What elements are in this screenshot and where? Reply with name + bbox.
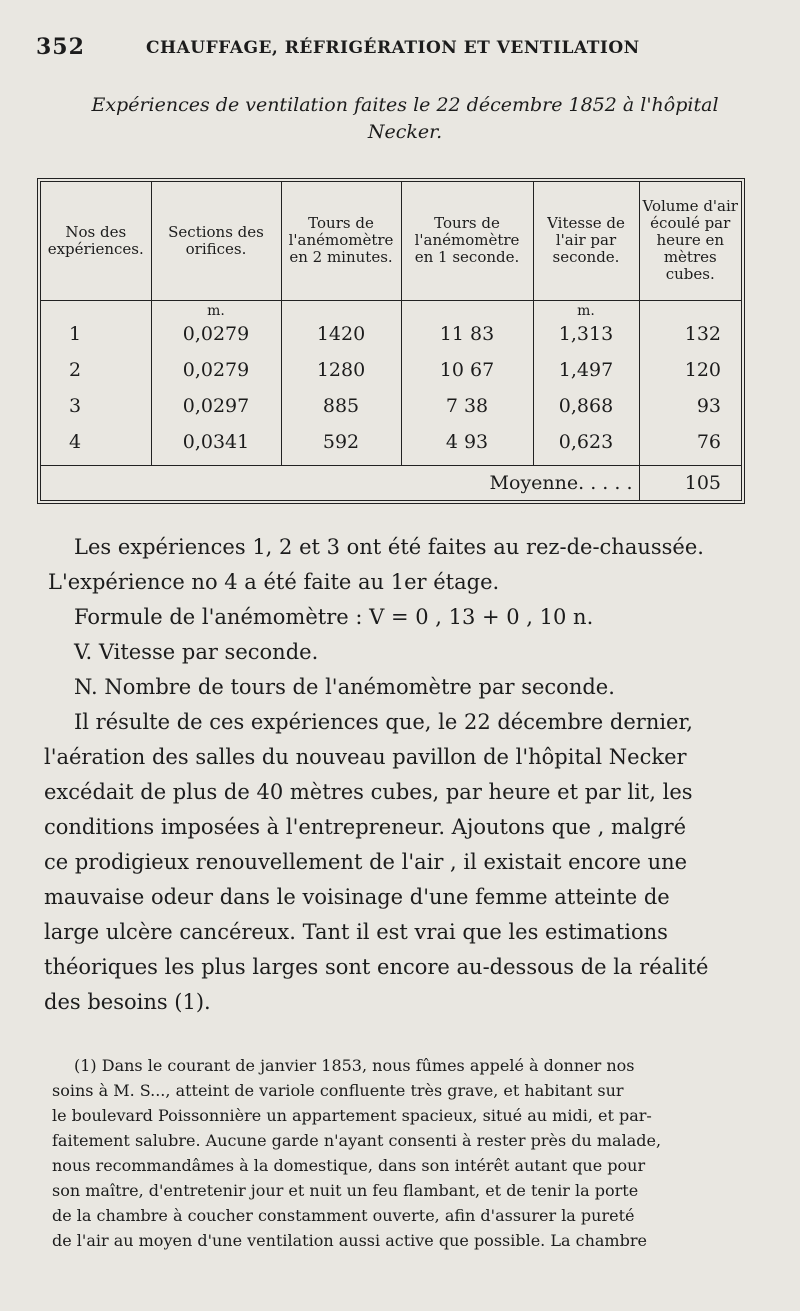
table-cell: 0,0341	[151, 429, 281, 466]
header-orifice-sections: Sections des orifices.	[151, 182, 281, 300]
table-cell: 1280	[281, 357, 401, 393]
table-cell: 2	[41, 357, 151, 393]
paragraph-line: excédait de plus de 40 mètres cubes, par heure et par lit, les	[44, 780, 693, 804]
paragraph-line: théoriques les plus larges sont encore au-dessous de la réalité	[44, 955, 709, 979]
paragraph-line: des besoins (1).	[44, 990, 211, 1014]
caption-line-1: Expériences de ventilation faites le 22 décembre 1852 à l'hôpital	[91, 94, 719, 116]
table-cell: 1,497	[533, 357, 639, 393]
table-cell: 592	[281, 429, 401, 466]
paragraph-line: mauvaise odeur dans le voisinage d'une femme atteinte de	[44, 885, 670, 909]
unit-cell: m.	[533, 300, 639, 321]
table-row	[41, 321, 741, 357]
table-cell: 11 83	[401, 321, 533, 357]
header-turns-2-minutes: Tours de l'anémomètre en 2 minutes.	[281, 182, 401, 300]
table-cell: 1,313	[533, 321, 639, 357]
footnote-line: faitement salubre. Aucune garde n'ayant consenti à rester près du malade,	[52, 1131, 662, 1150]
paragraph-line: l'aération des salles du nouveau pavillon de l'hôpital Necker	[44, 745, 687, 769]
caption-line-2: Necker.	[367, 121, 443, 143]
note-line-2: L'expérience no 4 a été faite au 1er étage.	[48, 570, 500, 594]
notes-block	[48, 530, 754, 705]
table-cell: 4	[41, 429, 151, 466]
header-air-volume: Volume d'air écoulé par heure en mètres cubes.	[639, 182, 741, 300]
table-cell: 1420	[281, 321, 401, 357]
table-cell: 120	[684, 358, 721, 381]
table-cell: 0,623	[533, 429, 639, 466]
header-turns-1-second: Tours de l'anémomètre en 1 seconde.	[401, 182, 533, 300]
table-cell: 76	[696, 430, 721, 453]
table-cell: 885	[281, 393, 401, 429]
table-cell: 7 38	[401, 393, 533, 429]
footnote-line: soins à M. S..., atteint de variole confluente très grave, et habitant sur	[52, 1081, 624, 1100]
footnote-line: nous recommandâmes à la domestique, dans son intérêt autant que pour	[52, 1156, 646, 1175]
table-cell: 3	[41, 393, 151, 429]
footnote-line: de la chambre à coucher constamment ouverte, afin d'assurer la pureté	[52, 1206, 635, 1225]
footnote-line: de l'air au moyen d'une ventilation aussi active que possible. La chambre	[52, 1231, 647, 1250]
table-cell: 0,0297	[151, 393, 281, 429]
average-row	[41, 466, 741, 501]
footnote	[52, 1053, 766, 1253]
table-cell: 93	[696, 394, 721, 417]
note-line-1: Les expériences 1, 2 et 3 ont été faites au rez-de-chaussée.	[74, 535, 704, 559]
table-row	[41, 357, 741, 393]
footnote-line: son maître, d'entretenir jour et nuit un feu flambant, et de tenir la porte	[52, 1181, 639, 1200]
body-paragraph	[44, 705, 756, 1020]
note-line-5: N. Nombre de tours de l'anémomètre par seconde.	[74, 675, 615, 699]
header-experiment-number: Nos des expériences.	[41, 182, 151, 300]
note-line-3: Formule de l'anémomètre : V = 0 , 13 + 0 , 10 n.	[74, 605, 594, 629]
table-cell: 1	[41, 321, 151, 357]
table-caption	[40, 92, 770, 146]
table-row	[41, 429, 741, 466]
unit-cell: m.	[151, 300, 281, 321]
running-title: CHAUFFAGE, RÉFRIGÉRATION ET VENTILATION	[146, 38, 640, 58]
unit-cell	[401, 300, 533, 321]
table-cell: 0,0279	[151, 357, 281, 393]
table-cell: 132	[684, 322, 721, 345]
unit-cell	[281, 300, 401, 321]
page-header	[28, 34, 768, 64]
experiments-table	[37, 178, 745, 504]
table-cell: 4 93	[401, 429, 533, 466]
paragraph-line: Il résulte de ces expériences que, le 22 décembre dernier,	[74, 710, 693, 734]
average-label: Moyenne. . . . .	[401, 466, 639, 501]
table-cell: 0,868	[533, 393, 639, 429]
table-cell: 10 67	[401, 357, 533, 393]
footnote-line: (1) Dans le courant de janvier 1853, nous fûmes appelé à donner nos	[74, 1056, 635, 1075]
footnote-line: le boulevard Poissonnière un appartement spacieux, situé au midi, et par-	[52, 1106, 652, 1125]
table-cell: 0,0279	[151, 321, 281, 357]
note-line-4: V. Vitesse par seconde.	[74, 640, 319, 664]
average-value: 105	[639, 466, 741, 501]
paragraph-line: conditions imposées à l'entrepreneur. Ajoutons que , malgré	[44, 815, 687, 839]
paragraph-line: large ulcère cancéreux. Tant il est vrai que les estimations	[44, 920, 668, 944]
unit-cell	[41, 300, 151, 321]
paragraph-line: ce prodigieux renouvellement de l'air , il existait encore une	[44, 850, 688, 874]
header-air-speed: Vitesse de l'air par seconde.	[533, 182, 639, 300]
table-row	[41, 393, 741, 429]
page-number: 352	[36, 34, 85, 60]
unit-cell	[639, 300, 741, 321]
